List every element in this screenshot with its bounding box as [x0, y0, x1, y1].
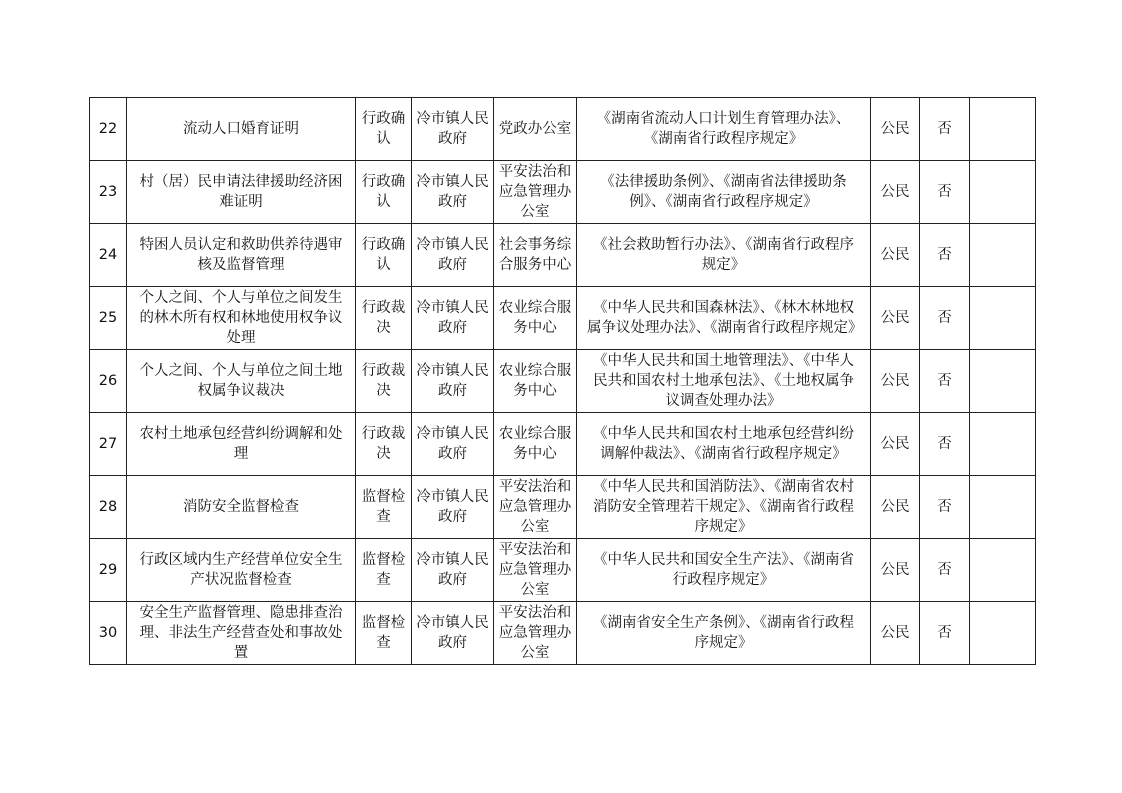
row-number-cell: 28 [90, 476, 127, 539]
row-number-cell: 24 [90, 224, 127, 287]
row-number-cell: 27 [90, 413, 127, 476]
item-name-cell: 农村土地承包经营纠纷调解和处理 [127, 413, 356, 476]
authority-cell: 冷市镇人民政府 [412, 602, 494, 665]
item-name-cell: 流动人口婚育证明 [127, 98, 356, 161]
item-name-cell: 个人之间、个人与单位之间土地权属争议裁决 [127, 350, 356, 413]
power-type-cell: 监督检查 [356, 539, 412, 602]
remark-cell [970, 287, 1036, 350]
authority-cell: 冷市镇人民政府 [412, 287, 494, 350]
remark-cell [970, 224, 1036, 287]
item-name-cell: 个人之间、个人与单位之间发生的林木所有权和林地使用权争议处理 [127, 287, 356, 350]
row-number-cell: 22 [90, 98, 127, 161]
power-type-cell: 行政裁决 [356, 413, 412, 476]
table-row [90, 413, 1036, 476]
power-list-table [89, 97, 1036, 665]
table-row [90, 350, 1036, 413]
table-row [90, 161, 1036, 224]
item-name-cell: 特困人员认定和救助供养待遇审核及监督管理 [127, 224, 356, 287]
flag-cell: 否 [920, 224, 970, 287]
remark-cell [970, 98, 1036, 161]
legal-basis-cell: 《湖南省流动人口计划生育管理办法》、《湖南省行政程序规定》 [577, 98, 871, 161]
flag-cell: 否 [920, 98, 970, 161]
legal-basis-cell: 《湖南省安全生产条例》、《湖南省行政程序规定》 [577, 602, 871, 665]
row-number-cell: 29 [90, 539, 127, 602]
power-type-cell: 监督检查 [356, 602, 412, 665]
authority-cell: 冷市镇人民政府 [412, 476, 494, 539]
item-name-cell: 行政区域内生产经营单位安全生产状况监督检查 [127, 539, 356, 602]
subject-cell: 公民 [871, 224, 920, 287]
flag-cell: 否 [920, 413, 970, 476]
subject-cell: 公民 [871, 161, 920, 224]
remark-cell [970, 602, 1036, 665]
item-name-cell: 安全生产监督管理、隐患排查治理、非法生产经营查处和事故处置 [127, 602, 356, 665]
legal-basis-cell: 《中华人民共和国土地管理法》、《中华人民共和国农村土地承包法》、《土地权属争议调查处理办法》 [577, 350, 871, 413]
subject-cell: 公民 [871, 287, 920, 350]
item-name-cell: 消防安全监督检查 [127, 476, 356, 539]
table-row [90, 476, 1036, 539]
table-row [90, 602, 1036, 665]
legal-basis-cell: 《中华人民共和国森林法》、《林木林地权属争议处理办法》、《湖南省行政程序规定》 [577, 287, 871, 350]
department-cell: 社会事务综合服务中心 [494, 224, 577, 287]
power-type-cell: 监督检查 [356, 476, 412, 539]
row-number-cell: 30 [90, 602, 127, 665]
authority-cell: 冷市镇人民政府 [412, 539, 494, 602]
power-type-cell: 行政确认 [356, 224, 412, 287]
department-cell: 农业综合服务中心 [494, 350, 577, 413]
power-type-cell: 行政确认 [356, 161, 412, 224]
remark-cell [970, 539, 1036, 602]
row-number-cell: 25 [90, 287, 127, 350]
department-cell: 平安法治和应急管理办公室 [494, 602, 577, 665]
flag-cell: 否 [920, 602, 970, 665]
power-type-cell: 行政确认 [356, 98, 412, 161]
legal-basis-cell: 《中华人民共和国农村土地承包经营纠纷调解仲裁法》、《湖南省行政程序规定》 [577, 413, 871, 476]
subject-cell: 公民 [871, 413, 920, 476]
table-row [90, 224, 1036, 287]
subject-cell: 公民 [871, 539, 920, 602]
flag-cell: 否 [920, 287, 970, 350]
subject-cell: 公民 [871, 476, 920, 539]
flag-cell: 否 [920, 350, 970, 413]
flag-cell: 否 [920, 539, 970, 602]
legal-basis-cell: 《社会救助暂行办法》、《湖南省行政程序规定》 [577, 224, 871, 287]
remark-cell [970, 413, 1036, 476]
legal-basis-cell: 《法律援助条例》、《湖南省法律援助条例》、《湖南省行政程序规定》 [577, 161, 871, 224]
power-type-cell: 行政裁决 [356, 350, 412, 413]
subject-cell: 公民 [871, 350, 920, 413]
table-row [90, 539, 1036, 602]
authority-cell: 冷市镇人民政府 [412, 413, 494, 476]
subject-cell: 公民 [871, 602, 920, 665]
authority-cell: 冷市镇人民政府 [412, 224, 494, 287]
table-body [90, 98, 1036, 665]
remark-cell [970, 350, 1036, 413]
legal-basis-cell: 《中华人民共和国消防法》、《湖南省农村消防安全管理若干规定》、《湖南省行政程序规定》 [577, 476, 871, 539]
row-number-cell: 26 [90, 350, 127, 413]
flag-cell: 否 [920, 476, 970, 539]
authority-cell: 冷市镇人民政府 [412, 161, 494, 224]
department-cell: 党政办公室 [494, 98, 577, 161]
authority-cell: 冷市镇人民政府 [412, 350, 494, 413]
row-number-cell: 23 [90, 161, 127, 224]
remark-cell [970, 161, 1036, 224]
department-cell: 平安法治和应急管理办公室 [494, 161, 577, 224]
department-cell: 农业综合服务中心 [494, 287, 577, 350]
table-row [90, 98, 1036, 161]
department-cell: 平安法治和应急管理办公室 [494, 539, 577, 602]
authority-cell: 冷市镇人民政府 [412, 98, 494, 161]
subject-cell: 公民 [871, 98, 920, 161]
department-cell: 平安法治和应急管理办公室 [494, 476, 577, 539]
table-row [90, 287, 1036, 350]
legal-basis-cell: 《中华人民共和国安全生产法》、《湖南省行政程序规定》 [577, 539, 871, 602]
power-type-cell: 行政裁决 [356, 287, 412, 350]
remark-cell [970, 476, 1036, 539]
flag-cell: 否 [920, 161, 970, 224]
item-name-cell: 村（居）民申请法律援助经济困难证明 [127, 161, 356, 224]
department-cell: 农业综合服务中心 [494, 413, 577, 476]
